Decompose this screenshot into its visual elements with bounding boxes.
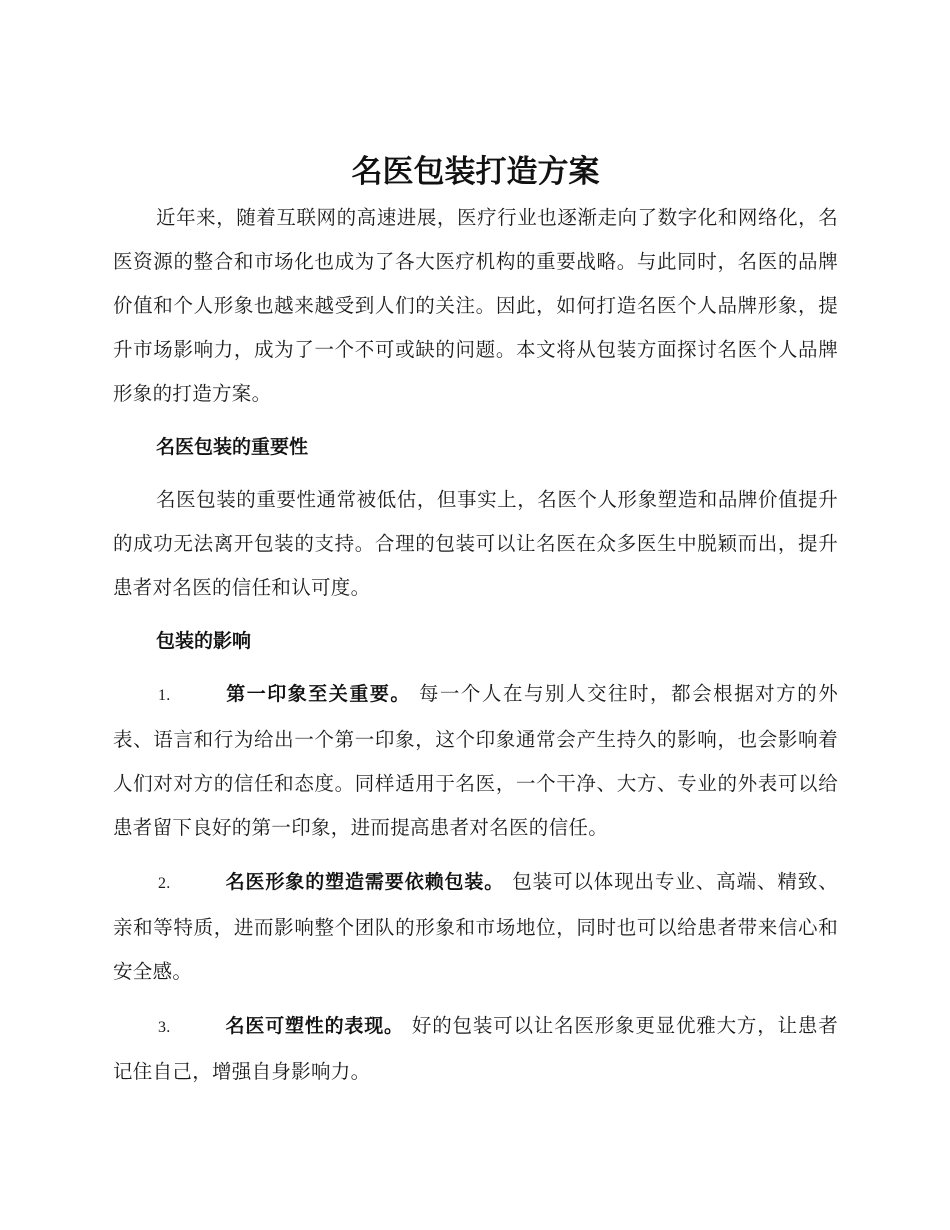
spacer [113, 850, 838, 860]
section-heading-influence: 包装的影响 [156, 630, 252, 652]
list-item-lead: 名医可塑性的表现。 [225, 1015, 404, 1037]
list-item [113, 860, 838, 994]
spacer [113, 469, 838, 478]
list-item-number: 2. [158, 875, 171, 892]
intro-paragraph: 近年来，随着互联网的高速进展，医疗行业也逐渐走向了数字化和网络化，名医资源的整合和市场化也成为了各大医疗机构的重要战略。与此同时，名医的品牌价值和个人形象也越来越受到人们的关注。因此，如何打造名医个人品牌形象，提升市场影响力，成为了一个不可或缺的问题。本文将从包装方面探讨名医个人品牌形象的打造方案。 [113, 206, 838, 405]
section-heading-importance: 名医包装的重要性 [156, 436, 309, 458]
list-item-number: 1. [158, 687, 171, 704]
list-item-text: 好的包装可以让名医形象更显优雅大方，让患者记住自己，增强自身影响力。 [113, 1014, 838, 1083]
list-item [113, 672, 838, 850]
list-item-text: 包装可以体现出专业、高端、精致、亲和等特质，进而影响整个团队的形象和市场地位，同时也可以给患者带来信心和安全感。 [113, 870, 838, 983]
spacer [113, 610, 838, 619]
document-page [113, 148, 838, 1094]
spacer [113, 416, 838, 425]
list-item-lead: 第一印象至关重要。 [225, 683, 411, 705]
list-item-number: 3. [158, 1019, 171, 1036]
list-item-lead: 名医形象的塑造需要依赖包装。 [225, 871, 505, 893]
importance-paragraph: 名医包装的重要性通常被低估，但事实上，名医个人形象塑造和品牌价值提升的成功无法离开包装的支持。合理的包装可以让名医在众多医生中脱颖而出，提升患者对名医的信任和认可度。 [113, 488, 838, 599]
list-item-text: 每一个人在与别人交往时，都会根据对方的外表、语言和行为给出一个第一印象，这个印象通常会产生持久的影响，也会影响着人们对对方的信任和态度。同样适用于名医，一个干净、大方、专业的外表可以给患者留下良好的第一印象，进而提高患者对名医的信任。 [113, 682, 838, 839]
list-item [113, 1004, 838, 1094]
spacer [113, 994, 838, 1004]
spacer [113, 663, 838, 672]
document-title: 名医包装打造方案 [351, 154, 600, 190]
